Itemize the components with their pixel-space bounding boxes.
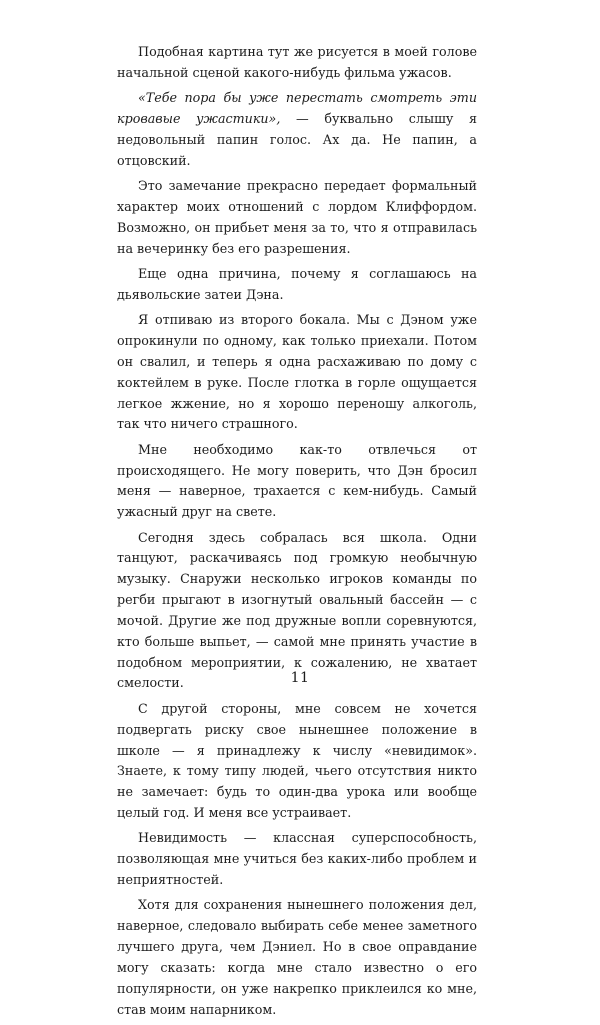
- paragraph-1: Подобная картина тут же рисуется в моей голове начальной сценой какого-нибудь фильма ужасов.: [117, 44, 477, 80]
- paragraph-6: Мне необходимо как-то отвлечься от происходящего. Не могу поверить, что Дэн бросил меня — наверное, трахается с кем-нибудь. Самый ужасный друг на свете.: [117, 441, 477, 520]
- paragraph-2: [117, 88, 477, 171]
- paragraph-4: Еще одна причина, почему я соглашаюсь на дьявольские затеи Дэна.: [117, 265, 477, 302]
- paragraph-10: Хотя для сохранения нынешнего положения дел, наверное, следовало выбирать себе менее заметного лучшего друга, чем Дэниел. Но в свое оправдание могу сказать: когда мне стало известно о его популярности, он уже накрепко приклеился ко мне, став моим напарником.: [117, 897, 477, 1017]
- paragraph-7: Сегодня здесь собралась вся школа. Одни танцуют, раскачиваясь под громкую необычную музыку. Снаружи несколько игроков команды по регби прыгают в изогнутый овальный бассейн — с мочой. Другие же под дружные вопли соревнуются, кто больше выпьет, — самой мне принять участие в подобном мероприятии, к сожалению, не хватает смелости.: [117, 529, 477, 691]
- page-number: 11: [290, 670, 310, 686]
- body-text: [117, 42, 477, 1025]
- paragraph-8: С другой стороны, мне совсем не хочется подвергать риску свое нынешнее положение в школе — я принадлежу к числу «невидимок». Знаете, к тому типу людей, чьего отсутствия никто не замечает: будь то один-два урока или вообще целый год. И меня все устраивает.: [117, 700, 477, 821]
- paragraph-9: Невидимость — классная суперспособность, позволяющая мне учиться без каких-либо проблем и неприятностей.: [117, 830, 477, 888]
- paragraph-3: Это замечание прекрасно передает формальный характер моих отношений с лордом Клиффордом. Возможно, он прибьет меня за то, что я отправилась на вечеринку без его разрешения.: [117, 178, 477, 256]
- paragraph-5: Я отпиваю из второго бокала. Мы с Дэном уже опрокинули по одному, как только приехали. Потом он свалил, и теперь я одна расхаживаю по дому с коктейлем в руке. После глотка в горле ощущается легкое жжение, но я хорошо переношу алкоголь, так что ничего страшного.: [117, 312, 477, 432]
- italic-quote: «Тебе пора бы уже перестать смотреть эти кровавые ужастики»,: [117, 90, 477, 127]
- paragraph-2-text: — буквально слышу я недовольный папин голос. Ах да. Не папин, а отцовский.: [117, 111, 477, 168]
